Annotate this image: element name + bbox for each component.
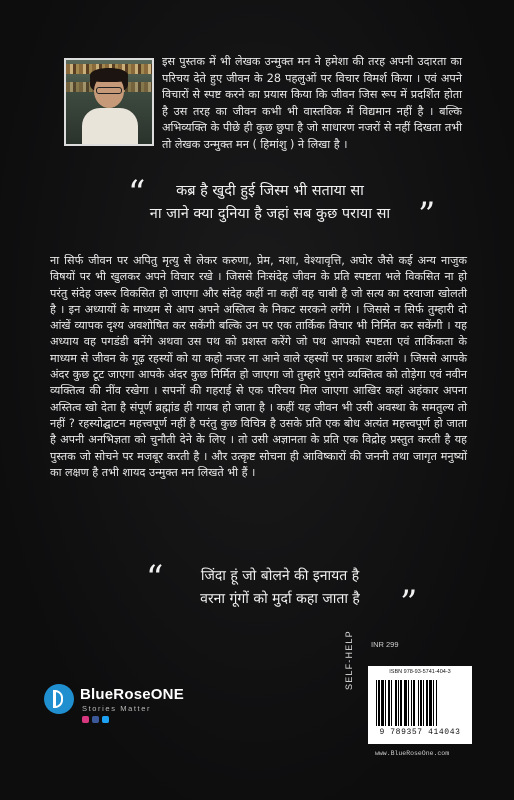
publisher-logo [44,680,214,728]
publisher-tagline: Stories Matter [82,704,152,713]
main-paragraph: ना सिर्फ जीवन पर अपितु मृत्यु से लेकर करुणा, प्रेम, नशा, वेश्यावृत्ति, अघोर जैसे कई अन्य नाजुक विषयों पर भी खुलकर अपने विचार रखे । जिससे निःसंदेह जीवन के प्रति स्पष्टता भले विकसित ना हो परंतु संदेह जरूर विकसित हो जाएगा और संदेह कहीं ना कहीं वह चाबी है जो सत्य का दरवाजा खोलती है । इन अध्यायों के माध्यम से आप अपने अस्तित्व के निकट सरकने लगेंगे । जिससे न सिर्फ तुम्हारी दो आंखें व्यापक दृश्य अवशोषित कर सकेंगी बल्कि उन पर एक तार्किक विचार भी निर्मित कर सकेंगी । यह अध्याय वह पगडंडी बनेंगे अथवा उस पथ को प्रशस्त करेंगे जो पथ आपको स्पष्टता एवं तार्किकता के माध्यम से जीवन के गूढ़ रहस्यों को या कहो नजर ना आने वाले रहस्यों पर प्रकाश डालेंगे । जिससे आपके अंदर कुछ टूट जाएगा आपके अंदर कुछ निर्मित हो जाएगा जो तुम्हारे पुराने व्यक्तित्व को तोड़ेगा एवं नवीन व्यक्तित्व की नींव रखेगा । सपनों की गहराई से एक परिचय मिल जाएगा आखिर कहां अहंकार अपना अस्तित्व खो देता है संपूर्ण ब्रह्मांड ही गायब हो जाता है । कहीं यह जीवन भी उसी अवस्था के समतुल्य तो नहीं ? रहस्योद्घाटन महत्त्वपूर्ण नहीं है परंतु कुछ विचित्र है उसके प्रति एक बोध अत्यंत महत्त्वपूर्ण हो जाता है अपनी अनभिज्ञता को चुनौती देने के लिए । तो उसी अज्ञानता के प्रति एक विद्रोह प्रस्तुत करती है यह पुस्तक जो सोचने पर मजबूर करती है । और उत्कृष्ट सोचना ही आविष्कारों की जननी तथा जागृत मनुष्यों का लक्षण है तभी शायद उन्मुक्त मन लिखते भी हैं । [50,254,467,479]
quote-open-mark: “ [146,558,164,598]
quote-bottom-line1: जिंदा हूं जो बोलने की इनायत है [200,568,360,584]
isbn-digits: 9 789357 414043 [379,728,461,737]
isbn-label: ISBN 978-93-5741-404-3 [389,669,451,675]
author-photo [64,58,154,146]
barcode-bars [376,680,464,726]
twitter-icon [102,716,109,723]
publisher-b-icon [44,684,74,714]
publisher-name: BlueRoseONE [80,686,184,703]
quote-top-line2: ना जाने क्या दुनिया है जहां सब कुछ पराया सा [149,206,391,222]
social-icons [82,716,109,723]
barcode [368,666,472,744]
quote-bottom [140,565,420,611]
intro-paragraph: इस पुस्तक में भी लेखक उन्मुक्त मन ने हमेशा की तरह अपनी उदारता का परिचय देते हुए जीवन के 28 पहलुओं पर विचार विमर्श किया । एवं अपने विचारों से स्पष्ट करने का प्रयास किया कि जीवन जिस रूप में प्रदर्शित होता है उस तरह का जीवन कभी भी वास्तविक में विद्यमान नहीं है । बल्कि अभिव्यक्ति के पीछे ही कुछ छुपा है जो साधारण नजरों से नहीं दिखता तभी तो लेखक उन्मुक्त मन ( हिमांशु ) ने लिखा है । [162,55,462,151]
facebook-icon [92,716,99,723]
price-label: INR 299 [371,640,399,649]
publisher-website: www.BlueRoseOne.com [375,750,450,757]
quote-top-line1: कब्र है खुदी हुई जिस्म भी सताया सा [176,183,364,199]
quote-close-mark: ” [400,583,418,623]
quote-top [110,180,430,226]
instagram-icon [82,716,89,723]
quote-close-mark: ” [418,195,436,235]
quote-open-mark: “ [128,173,146,213]
category-label: SELF-HELP [344,630,354,690]
quote-bottom-line2: वरना गूंगों को मुर्दा कहा जाता है [200,591,360,607]
